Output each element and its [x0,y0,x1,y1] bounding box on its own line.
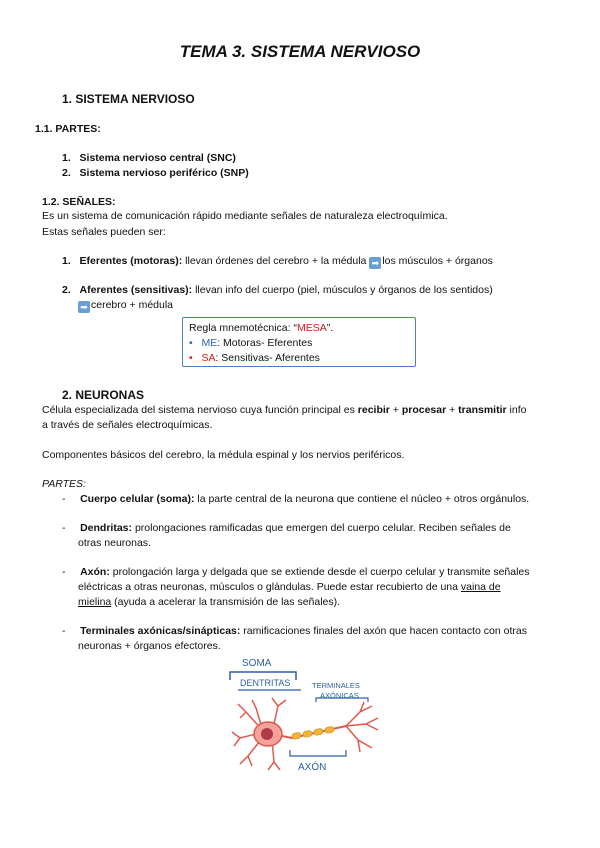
list-item [62,566,530,578]
bullet-icon: • [189,337,193,349]
mnemonic-title-post: ”. [326,322,334,334]
mnemonic-key: SA [201,352,216,364]
part-num: 1. [62,152,71,164]
arrow-right-icon: ➡ [369,257,381,269]
dash: - [62,566,66,578]
terminales-bracket [316,698,368,702]
label-dendritas: DENTRITAS [240,678,291,688]
list-item [62,493,529,505]
item-underlined: vaina de [460,581,501,593]
list-item-cont: neuronas + órganos efectores. [78,640,221,652]
def-text: Célula especializada del sistema nervioso cuya función principal es [42,404,358,416]
part-item [62,152,236,164]
item-text: (ayuda a acelerar la transmisión de las señales). [111,596,341,608]
subsection-senales-heading: 1.2. SEÑALES: [42,196,116,208]
bullet-icon: • [189,352,193,364]
signal-text: llevan info del cuerpo (piel, músculos y órganos de los sentidos) [192,284,493,296]
neuron-definition [42,404,526,416]
components-paragraph: Componentes básicos del cerebro, la médula espinal y los nervios periféricos. [42,449,405,461]
item-label: Axón: [80,566,110,578]
def-text: + [389,404,402,416]
signal-text: llevan órdenes del cerebro + la médula [182,255,370,267]
neuron-diagram [226,652,386,778]
part-num: 2. [62,167,71,179]
item-text: la parte central de la neurona que contiene el núcleo + otros orgánulos. [194,493,530,505]
list-item-cont [78,581,501,593]
dash: - [62,625,66,637]
part-text: Sistema nervioso central (SNC) [79,152,236,164]
label-axonicas: AXÓNICAS [320,691,359,700]
signal-num: 2. [62,284,71,296]
part-text: Sistema nervioso periférico (SNP) [79,167,249,179]
mnemonic-key: ME [201,337,218,349]
section2-heading: 2. NEURONAS [62,388,145,402]
def-text: + [446,404,459,416]
def-text: info [506,404,527,416]
label-soma: SOMA [242,658,272,669]
list-item-cont [78,596,340,608]
def-bold: recibir [357,404,390,416]
mnemonic-word: MESA [296,322,327,334]
item-underlined: mielina [78,596,112,608]
def-bold: procesar [401,404,447,416]
mnemonic-box [182,317,416,367]
mnemonic-row [189,351,409,366]
item-label: Dendritas: [80,522,133,534]
mnemonic-title-pre: Regla mnemotécnica: “ [189,322,297,334]
signal-text: los músculos + órganos [382,255,493,267]
partes-label: PARTES: [42,478,86,490]
dash: - [62,493,66,505]
part-item [62,167,249,179]
signal-text: cerebro + médula [91,299,174,311]
mnemonic-text: : Sensitivas- Aferentes [215,352,320,364]
signal-num: 1. [62,255,71,267]
list-item [62,522,511,534]
item-text: prolongaciones ramificadas que emergen del cuerpo celular. Reciben señales de [132,522,511,534]
list-item-cont: otras neuronas. [78,537,151,549]
axon-terminals [346,702,378,752]
list-item [62,625,527,637]
item-label: Terminales axónicas/sinápticas: [80,625,241,637]
item-text: eléctricas a otras neuronas, músculos o glándulas. Puede estar recubierto de una [78,581,461,593]
item-label: Cuerpo celular (soma): [80,493,195,505]
arrow-right-icon: ➡ [78,301,90,313]
signal-label: Aferentes (sensitivas): [79,284,193,296]
nucleus [261,728,273,740]
def-bold: transmitir [458,404,507,416]
label-axon: AXÓN [298,762,327,773]
subsection-partes-heading: 1.1. PARTES: [35,123,101,135]
section1-heading: 1. SISTEMA NERVIOSO [62,92,195,106]
page-title: TEMA 3. SISTEMA NERVIOSO [179,42,421,61]
signal-label: Eferentes (motoras): [79,255,183,267]
dash: - [62,522,66,534]
axon-bracket [290,750,346,756]
mnemonic-text: : Motoras- Eferentes [217,337,313,349]
mnemonic-row [189,336,409,351]
signal-aferentes-cont [78,299,173,313]
signal-eferentes [62,255,493,269]
signals-paragraph: Es un sistema de comunicación rápido mediante señales de naturaleza electroquímica. [42,210,448,222]
signals-paragraph: Estas señales pueden ser: [42,226,166,238]
mnemonic-title [189,321,409,336]
label-terminales: TERMINALES [312,681,360,690]
signal-aferentes [62,284,493,296]
neuron-definition-cont: a través de señales electroquímicas. [42,419,213,431]
item-text: ramificaciones finales del axón que hacen contacto con otras [240,625,527,637]
item-text: prolongación larga y delgada que se extiende desde el cuerpo celular y transmite señales [109,566,530,578]
